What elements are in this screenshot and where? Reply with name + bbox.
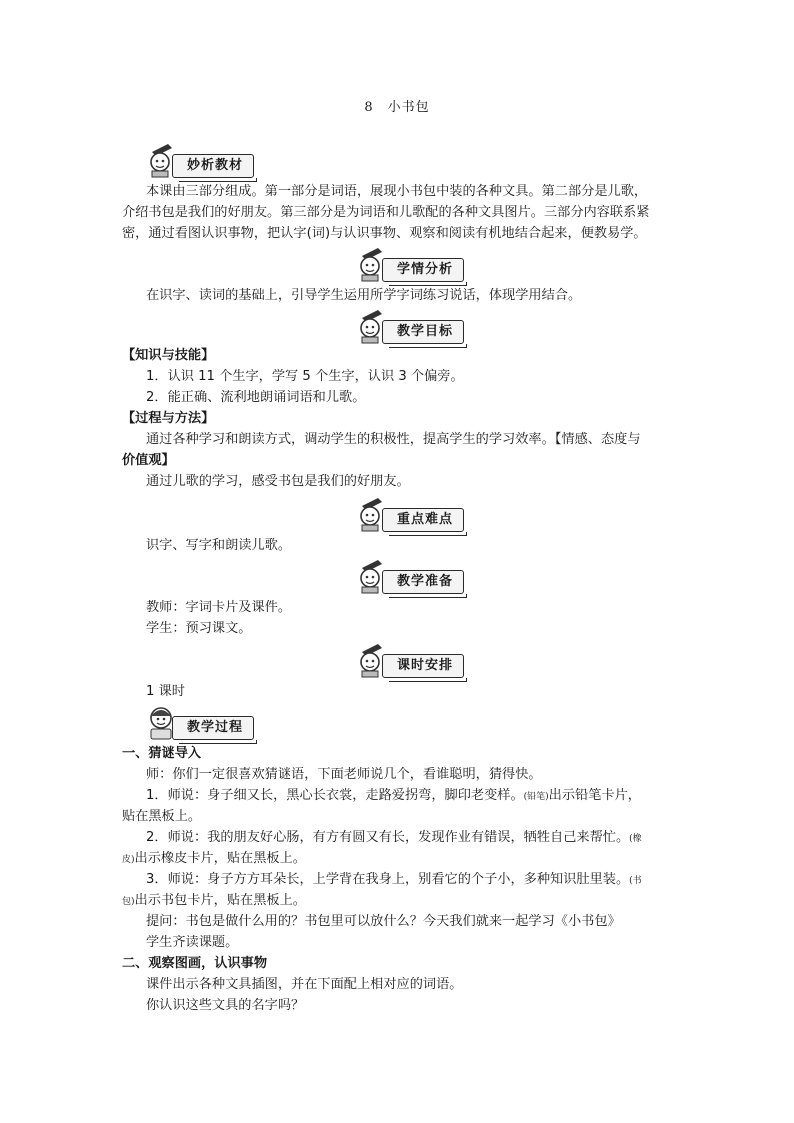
riddle-3-answer-part-2: 包) xyxy=(122,897,135,907)
lesson-name: 小书包 xyxy=(387,100,430,115)
riddle-3-action: 出示书包卡片，贴在黑板上。 xyxy=(134,893,306,908)
material-line-2: 介绍书包是我们的好朋友。第三部分是为词语和儿歌配的各种文具图片。三部分内容联系紧 xyxy=(122,205,650,220)
section-label: 教学目标 xyxy=(382,320,464,344)
goals-item-1: 1．认识 11 个生字，学写 5 个生字，认识 3 个偏旁。 xyxy=(146,369,464,384)
riddle-3-text: 3．师说：身子方方耳朵长，上学背在我身上，别看它的个子小，多种知识肚里装。 xyxy=(146,872,630,887)
material-line-3: 密，通过看图认识事物，把认字(词)与认识事物、观察和阅读有机地结合起来，便教易学。 xyxy=(122,226,647,241)
prep-teacher-line: 教师：字词卡片及课件。 xyxy=(146,600,292,615)
riddle-1-line-1 xyxy=(146,786,641,807)
riddle-2-action: 出示橡皮卡片，贴在黑板上。 xyxy=(134,851,306,866)
question-line: 提问：书包是做什么用的？书包里可以放什么？今天我们就来一起学习《小书包》 xyxy=(146,914,621,929)
riddle-3-answer-part-1: (书 xyxy=(629,876,642,886)
riddle-2-line-2 xyxy=(122,849,306,870)
schedule-line: 1 课时 xyxy=(146,684,185,699)
section-label: 教学过程 xyxy=(172,716,254,740)
goals-item-2: 2．能正确、流利地朗诵词语和儿歌。 xyxy=(146,390,366,405)
riddle-1-line-2: 贴在黑板上。 xyxy=(122,809,202,824)
section-label: 学情分析 xyxy=(382,258,464,282)
lesson-title xyxy=(0,96,794,115)
riddle-1-text: 1．师说：身子细又长，黑心长衣裳，走路爱拐弯，脚印老变样。 xyxy=(146,788,524,803)
process-teacher-intro: 师：你们一定很喜欢猜谜语，下面老师说几个，看谁聪明，猜得快。 xyxy=(146,767,542,782)
riddle-2-text: 2．师说：我的朋友好心肠，有方有圆又有长，发现作业有错误，牺牲自己来帮忙。 xyxy=(146,830,630,845)
analysis-line-1: 在识字、读词的基础上，引导学生运用所学字词练习说话，体现学用结合。 xyxy=(146,288,582,303)
goals-emotion-line: 通过儿歌的学习，感受书包是我们的好朋友。 xyxy=(146,474,410,489)
riddle-3-line-1 xyxy=(146,870,642,891)
section-label: 重点难点 xyxy=(382,508,464,532)
riddle-1-action: 出示铅笔卡片， xyxy=(548,788,641,803)
riddle-1-answer: (铅笔) xyxy=(523,792,549,802)
goals-process-line-1: 通过各种学习和朗读方式，调动学生的积极性，提高学生的学习效率。【情感、态度与 xyxy=(146,432,641,447)
riddle-2-answer-part-2: 皮) xyxy=(122,855,135,865)
goals-heading-process: 【过程与方法】 xyxy=(122,411,215,426)
ask-names-line: 你认识这些文具的名字吗？ xyxy=(146,998,305,1013)
section-label: 妙析教材 xyxy=(172,154,254,178)
process-step-2-heading: 二、观察图画，认识事物 xyxy=(122,956,268,971)
process-step-1-heading: 一、猜谜导入 xyxy=(122,746,202,761)
riddle-2-answer-part-1: (橡 xyxy=(629,834,642,844)
material-line-1: 本课由三部分组成。第一部分是词语，展现小书包中装的各种文具。第二部分是儿歌， xyxy=(146,184,648,199)
key-line-1: 识字、写字和朗读儿歌。 xyxy=(146,538,292,553)
riddle-2-line-1 xyxy=(146,828,642,849)
goals-process-line-2: 价值观】 xyxy=(122,453,175,468)
riddle-3-line-2 xyxy=(122,891,306,912)
lesson-number: 8 xyxy=(364,100,374,115)
section-label: 课时安排 xyxy=(382,654,464,678)
section-label: 教学准备 xyxy=(382,570,464,594)
prep-student-line: 学生：预习课文。 xyxy=(146,621,252,636)
goals-heading-knowledge: 【知识与技能】 xyxy=(122,348,215,363)
read-title-line: 学生齐读课题。 xyxy=(146,935,239,950)
courseware-line: 课件出示各种文具插图，并在下面配上相对应的词语。 xyxy=(146,977,463,992)
